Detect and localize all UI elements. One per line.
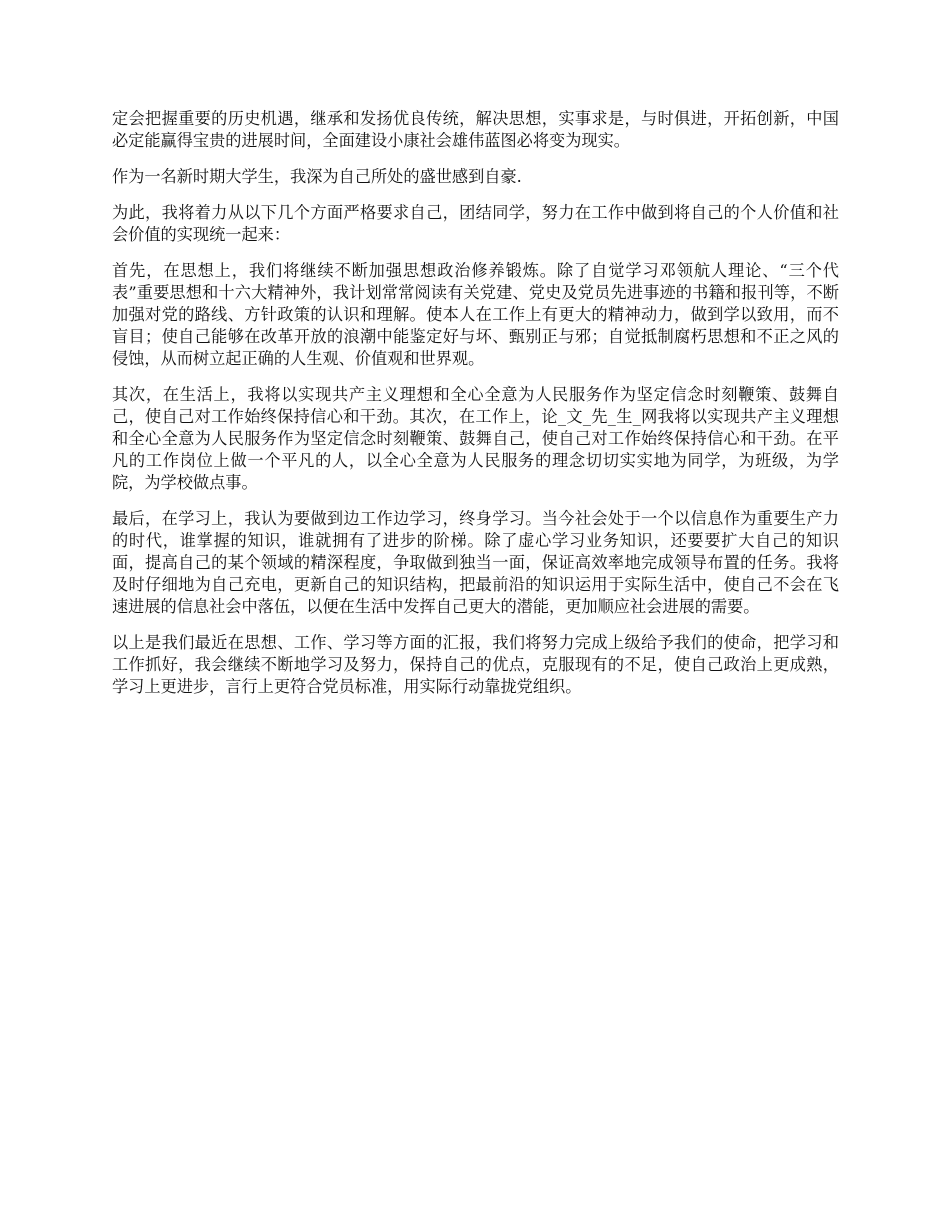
paragraph-3: 为此，我将着力从以下几个方面严格要求自己，团结同学，努力在工作中做到将自己的个人价值和社会价值的实现统一起来：	[112, 203, 839, 244]
paragraph-7: 以上是我们最近在思想、工作、学习等方面的汇报，我们将努力完成上级给予我们的使命，把学习和工作抓好，我会继续不断地学习及努力，保持自己的优点，克服现有的不足，使自己政治上更成熟，学习上更进步，言行上更符合党员标准，用实际行动靠拢党组织。	[112, 633, 839, 696]
document-body	[112, 108, 839, 712]
paragraph-5: 其次，在生活上，我将以实现共产主义理想和全心全意为人民服务作为坚定信念时刻鞭策、鼓舞自己，使自己对工作始终保持信心和干劲。其次，在工作上，论_文_先_生_网我将以实现共产主义理想和全心全意为人民服务作为坚定信念时刻鞭策、鼓舞自己，使自己对工作始终保持信心和干劲。在平凡的工作岗位上做一个平凡的人，以全心全意为人民服务的理念切切实实地为同学，为班级，为学院，为学校做点事。	[112, 385, 839, 492]
paragraph-6: 最后，在学习上，我认为要做到边工作边学习，终身学习。当今社会处于一个以信息作为重要生产力的时代，谁掌握的知识，谁就拥有了进步的阶梯。除了虚心学习业务知识，还要要扩大自己的知识面，提高自己的某个领域的精深程度，争取做到独当一面，保证高效率地完成领导布置的任务。我将及时仔细地为自己充电，更新自己的知识结构，把最前沿的知识运用于实际生活中，使自己不会在飞速进展的信息社会中落伍，以便在生活中发挥自己更大的潜能，更加顺应社会进展的需要。	[112, 509, 839, 616]
paragraph-2: 作为一名新时期大学生，我深为自己所处的盛世感到自豪.	[112, 167, 522, 186]
paragraph-4: 首先，在思想上，我们将继续不断加强思想政治修养锻炼。除了自觉学习邓领航人理论、“三个代表”重要思想和十六大精神外，我计划常常阅读有关党建、党史及党员先进事迹的书籍和报刊等，不断加强对党的路线、方针政策的认识和理解。使本人在工作上有更大的精神动力，做到学以致用，而不盲目；使自己能够在改革开放的浪潮中能鉴定好与坏、甄别正与邪；自觉抵制腐朽思想和不正之风的侵蚀，从而树立起正确的人生观、价值观和世界观。	[112, 261, 839, 368]
paragraph-1: 定会把握重要的历史机遇，继承和发扬优良传统，解决思想，实事求是，与时俱进，开拓创新，中国必定能赢得宝贵的进展时间，全面建设小康社会雄伟蓝图必将变为现实。	[112, 109, 839, 150]
